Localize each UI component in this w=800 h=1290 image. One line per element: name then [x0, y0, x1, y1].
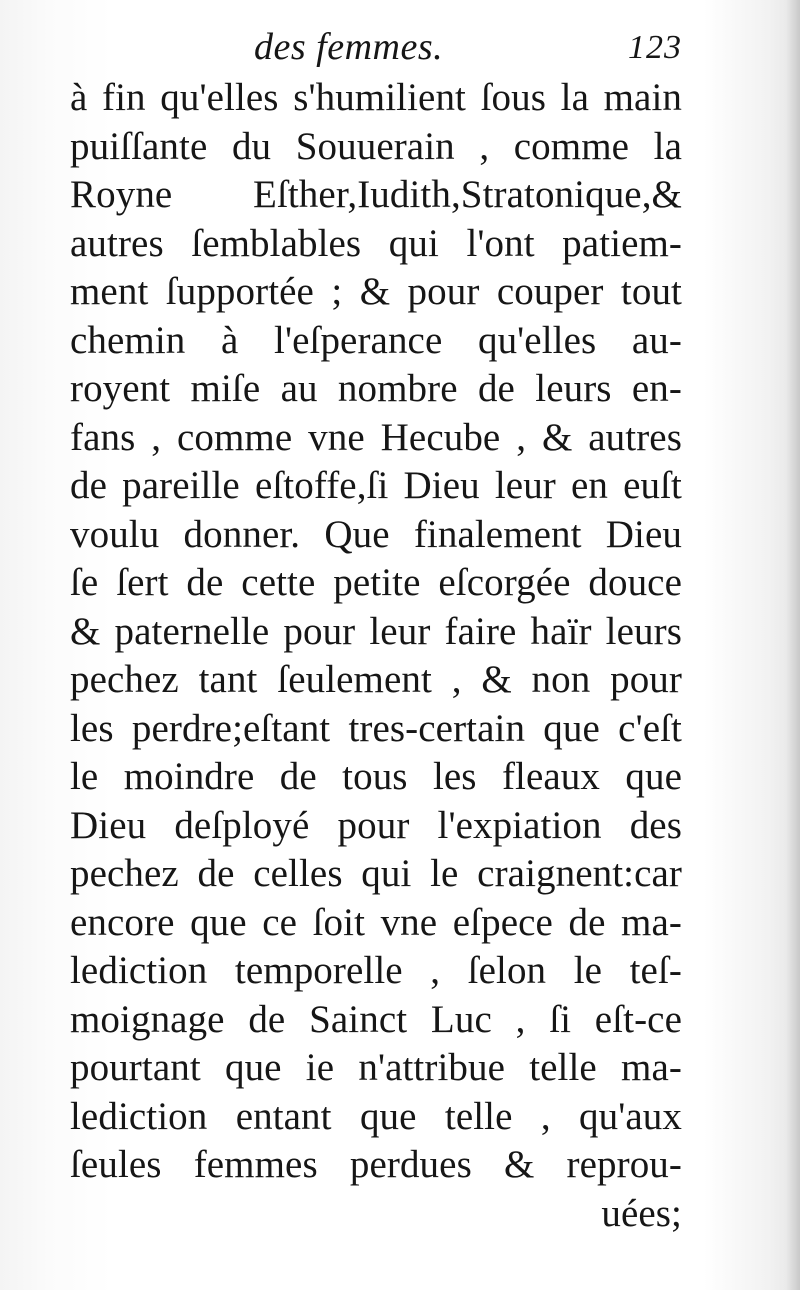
page-number: 123: [628, 29, 682, 66]
text-line: pechez de celles qui le craignent:car: [70, 852, 682, 895]
text-line: moignage de Sainct Luc , ſi eſt-ce: [70, 997, 682, 1041]
text-line: lediction entant que telle , qu'aux: [70, 1094, 682, 1138]
text-line: lediction temporelle , ſelon le teſ-: [70, 949, 682, 992]
running-head: [70, 18, 682, 74]
text-line: encore que ce ſoit vne eſpece de ma-: [70, 900, 682, 944]
text-line: ſeules femmes perdues & reprou-: [70, 1143, 682, 1186]
text-line: à fin qu'elles s'humilient ſous la main: [70, 76, 682, 119]
text-line: voulu donner. Que finalement Dieu: [70, 512, 682, 556]
page-edge-shadow: [786, 0, 800, 1290]
text-line: pourtant que ie n'attribue telle ma-: [70, 1046, 682, 1089]
text-line: le moindre de tous les fleaux que: [70, 755, 682, 798]
text-line: Dieu deſployé pour l'expiation des: [70, 803, 682, 847]
text-line: pechez tant ſeulement , & non pour: [70, 658, 682, 701]
catchword-line: uées;: [601, 1191, 682, 1235]
text-line: ſe ſert de cette petite eſcorgée douce: [70, 561, 682, 604]
running-title: des femmes.: [254, 26, 444, 68]
text-line: puiſſante du Souuerain , comme la: [70, 124, 682, 168]
text-line: ment ſupportée ; & pour couper tout: [70, 270, 682, 313]
text-line: Royne Eſther,Iudith,Stratonique,&: [70, 173, 682, 216]
body-text: [70, 74, 682, 1238]
text-line: & paternelle pour leur faire haïr leurs: [70, 609, 682, 653]
text-line: fans , comme vne Hecube , & autres: [70, 415, 682, 459]
text-line: les perdre;eſtant tres-certain que c'eſt: [70, 706, 682, 750]
text-line: royent miſe au nombre de leurs en-: [70, 367, 682, 410]
text-line: de pareille eſtoffe,ſi Dieu leur en euſt: [70, 464, 682, 507]
text-line: autres ſemblables qui l'ont patiem-: [70, 221, 682, 265]
text-line: chemin à l'eſperance qu'elles au-: [70, 318, 682, 362]
